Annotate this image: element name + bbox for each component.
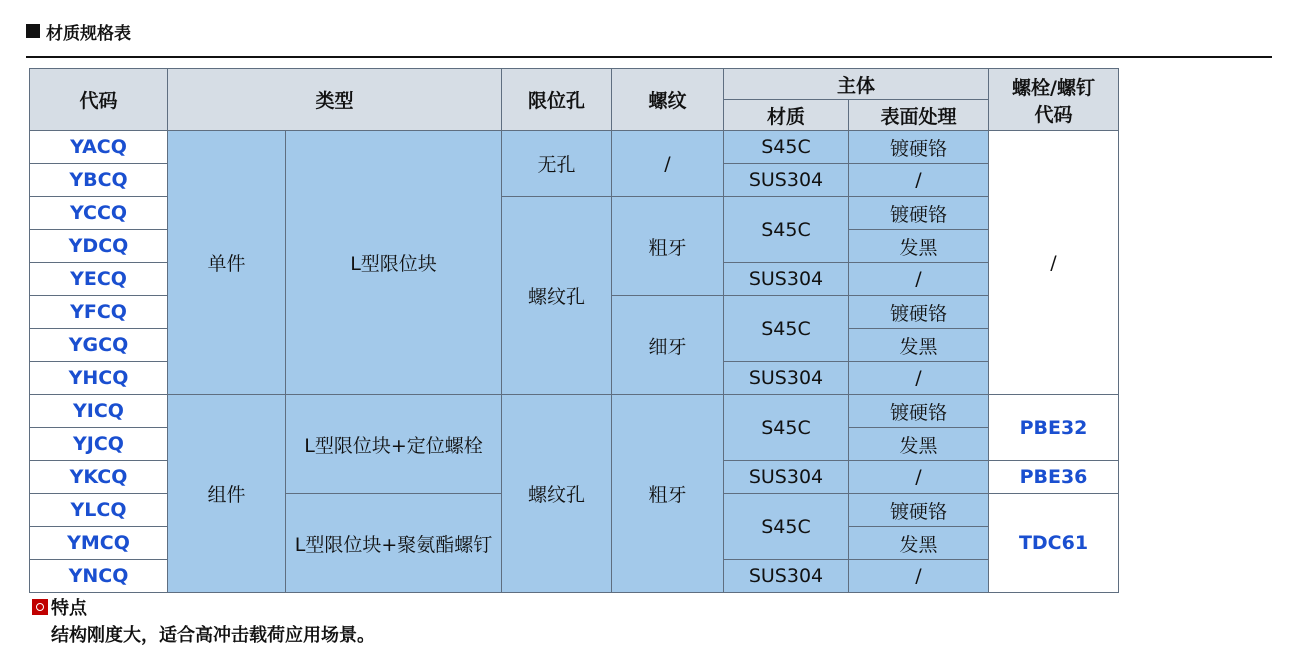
type-cell: L型限位块	[286, 131, 502, 395]
header-type: 类型	[168, 69, 502, 131]
header-bolt-code	[989, 69, 1119, 131]
type-cell: L型限位块+定位螺栓	[286, 395, 502, 494]
surface-cell: 发黑	[849, 329, 989, 362]
material-cell: SUS304	[724, 461, 849, 494]
surface-cell: 镀硬铬	[849, 131, 989, 164]
surface-cell: 发黑	[849, 428, 989, 461]
material-cell: S45C	[724, 494, 849, 560]
header-code: 代码	[30, 69, 168, 131]
code-cell: YGCQ	[30, 329, 168, 362]
surface-cell: 镀硬铬	[849, 395, 989, 428]
unit-assembly: 组件	[168, 395, 286, 593]
header-divider	[26, 56, 1272, 58]
hole-cell: 螺纹孔	[502, 197, 612, 395]
unit-single: 单件	[168, 131, 286, 395]
surface-cell: 发黑	[849, 230, 989, 263]
material-cell: SUS304	[724, 362, 849, 395]
code-cell: YICQ	[30, 395, 168, 428]
section-header	[26, 20, 131, 42]
features-section	[32, 596, 375, 647]
bolt-code-cell: /	[989, 131, 1119, 395]
surface-cell: /	[849, 461, 989, 494]
surface-cell: 发黑	[849, 527, 989, 560]
bolt-code-cell: TDC61	[989, 494, 1119, 593]
surface-cell: 镀硬铬	[849, 296, 989, 329]
surface-cell: /	[849, 164, 989, 197]
feature-bullet-icon	[32, 599, 48, 615]
material-spec-table	[29, 68, 1119, 593]
material-cell: SUS304	[724, 560, 849, 593]
code-cell: YBCQ	[30, 164, 168, 197]
header-body: 主体	[724, 69, 989, 100]
header-surface: 表面处理	[849, 100, 989, 131]
code-cell: YKCQ	[30, 461, 168, 494]
surface-cell: 镀硬铬	[849, 494, 989, 527]
features-description: 结构刚度大，适合高冲击载荷应用场景。	[51, 625, 375, 646]
header-bolt-line2: 代码	[1034, 103, 1073, 126]
thread-cell: /	[612, 131, 724, 197]
material-cell: SUS304	[724, 263, 849, 296]
surface-cell: /	[849, 263, 989, 296]
bolt-code-cell: PBE32	[989, 395, 1119, 461]
header-bolt-line1: 螺栓/螺钉	[1012, 76, 1095, 99]
code-cell: YJCQ	[30, 428, 168, 461]
code-cell: YDCQ	[30, 230, 168, 263]
table-row	[30, 395, 1119, 428]
section-title: 材质规格表	[46, 23, 131, 44]
material-cell: S45C	[724, 296, 849, 362]
code-cell: YACQ	[30, 131, 168, 164]
bolt-code-cell: PBE36	[989, 461, 1119, 494]
thread-cell: 粗牙	[612, 395, 724, 593]
thread-cell: 细牙	[612, 296, 724, 395]
table-row	[30, 131, 1119, 164]
surface-cell: /	[849, 560, 989, 593]
header-material: 材质	[724, 100, 849, 131]
material-cell: S45C	[724, 395, 849, 461]
header-row-1	[30, 69, 1119, 100]
code-cell: YMCQ	[30, 527, 168, 560]
features-header	[32, 596, 375, 618]
features-title: 特点	[51, 598, 87, 619]
code-cell: YCCQ	[30, 197, 168, 230]
code-cell: YFCQ	[30, 296, 168, 329]
material-cell: SUS304	[724, 164, 849, 197]
surface-cell: 镀硬铬	[849, 197, 989, 230]
material-cell: S45C	[724, 131, 849, 164]
code-cell: YHCQ	[30, 362, 168, 395]
square-bullet-icon	[26, 24, 40, 38]
type-cell: L型限位块+聚氨酯螺钉	[286, 494, 502, 593]
surface-cell: /	[849, 362, 989, 395]
hole-cell: 无孔	[502, 131, 612, 197]
code-cell: YLCQ	[30, 494, 168, 527]
code-cell: YNCQ	[30, 560, 168, 593]
header-hole: 限位孔	[502, 69, 612, 131]
code-cell: YECQ	[30, 263, 168, 296]
thread-cell: 粗牙	[612, 197, 724, 296]
material-cell: S45C	[724, 197, 849, 263]
hole-cell: 螺纹孔	[502, 395, 612, 593]
header-thread: 螺纹	[612, 69, 724, 131]
